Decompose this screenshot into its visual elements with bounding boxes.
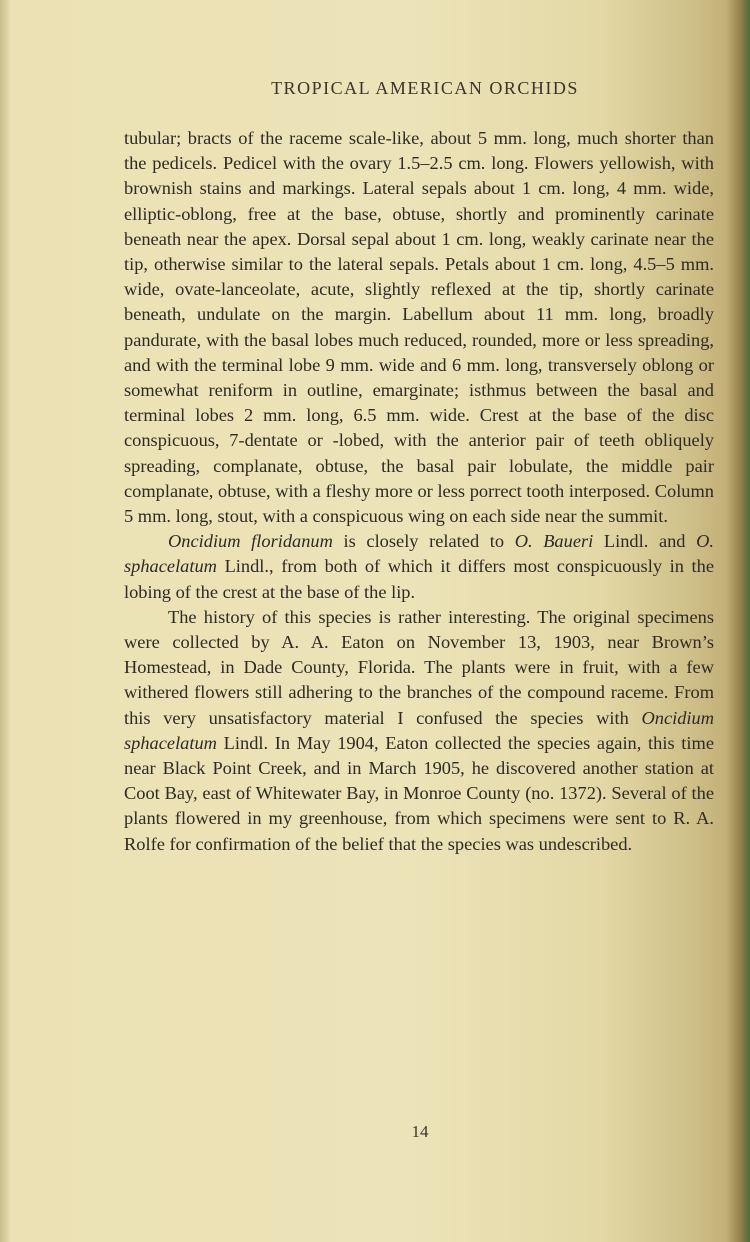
taxon-name: Oncidium sphacelatum	[124, 707, 714, 753]
taxon-name: O. Baueri	[514, 531, 594, 552]
gutter-edge	[0, 0, 10, 1242]
page-edge-shadow	[726, 0, 750, 1242]
paragraph-history	[124, 605, 714, 857]
running-head: TROPICAL AMERICAN ORCHIDS	[271, 78, 579, 98]
text-segment: Lindl. and	[593, 531, 697, 552]
text-segment: tubular; bracts of the raceme scale-like, about 5 mm. long, much shorter than the pedicels. Pedicel with the ovary 1.5–2.5 cm. long. Flowers yellowish, with brownish stains and markings. Lateral sepals about 1 cm. long, 4 mm. wide, elliptic-oblong, free at the base, obtuse, shortly and prominently carinate beneath near the apex. Dorsal sepal about 1 cm. long, weakly carinate near the tip, otherwise similar to the lateral sepals. Petals about 1 cm. long, 4.5–5 mm. wide, ovate-lanceolate, acute, slightly reflexed at the tip, shortly carinate beneath, undulate on the margin. Labellum about 11 mm. long, broadly pandurate, with the basal lobes much reduced, rounded, more or less spreading, and with the terminal lobe 9 mm. wide and 6 mm. long, transversely oblong or somewhat reniform in outline, emarginate; isthmus between the basal and terminal lobes 2 mm. long, 6.5 mm. wide. Crest at the base of the disc conspicuous, 7-dentate or -lobed, with the anterior pair of teeth obliquely spreading, complanate, obtuse, the basal pair lobulate, the middle pair complanate, obtuse, with a fleshy more or less porrect tooth interposed. Column 5 mm. long, stout, with a conspicuous wing on each side near the summit.	[124, 128, 714, 527]
body-text	[124, 126, 714, 857]
text-segment: Lindl., from both of which it differs most conspicuously in the lobing of the crest at the base of the lip.	[124, 556, 714, 602]
paragraph-description	[124, 126, 714, 529]
taxon-name: Oncidium floridanum	[168, 531, 333, 552]
text-segment: The history of this species is rather interesting. The original specimens were collected by A. A. Eaton on November 13, 1903, near Brown’s Homestead, in Dade County, Florida. The plants were in fruit, with a few withered flowers still adhering to the branches of the compound raceme. From this very unsatisfactory material I confused the species with	[124, 606, 714, 728]
page-number: 14	[411, 1122, 429, 1141]
text-segment: Lindl. In May 1904, Eaton collected the species again, this time near Black Point Creek, and in March 1905, he discovered another station at Coot Bay, east of Whitewater Bay, in Monroe County (no. 1372). Several of the plants flowered in my greenhouse, from which specimens were sent to R. A. Rolfe for confirmation of the belief that the species was undescribed.	[124, 732, 714, 854]
taxon-name: O. sphacelatum	[124, 531, 715, 577]
text-segment: is closely related to	[332, 531, 515, 552]
paragraph-relationship	[124, 529, 714, 605]
